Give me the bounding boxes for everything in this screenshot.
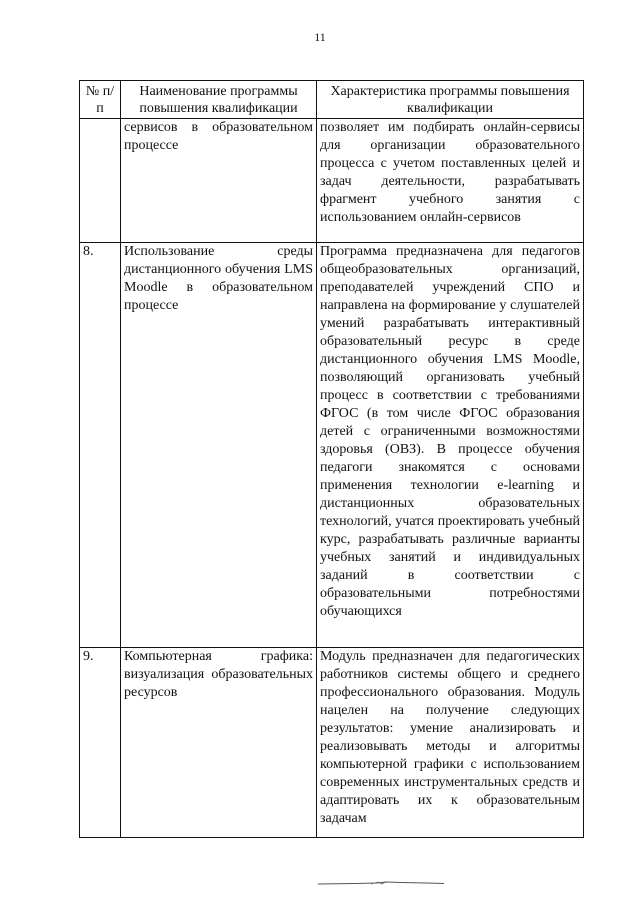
- scan-mark: [316, 880, 446, 886]
- header-program-description: Характеристика программы повышения квалификации: [317, 81, 584, 119]
- row-num: [80, 119, 121, 243]
- row-program-description: Модуль предназначен для педагогических работников системы общего и среднего профессионального образования. Модуль нацелен на получение следующих результатов: умение анализировать и реализовывать методы и алгоритмы компьютерной графики с использованием современных инструментальных средств и адаптировать их к образовательным задачам: [317, 648, 584, 838]
- table-row: [80, 648, 584, 838]
- row-num: 8.: [80, 243, 121, 648]
- row-num: 9.: [80, 648, 121, 838]
- programs-table: [79, 80, 584, 838]
- page-number: 11: [314, 30, 326, 44]
- row-program-name: Использование среды дистанционного обучения LMS Moodle в образовательном процессе: [121, 243, 317, 648]
- table-row: [80, 119, 584, 243]
- header-program-name: Наименование программы повышения квалификации: [121, 81, 317, 119]
- row-program-name: Компьютерная графика: визуализация образовательных ресурсов: [121, 648, 317, 838]
- header-num: № п/п: [80, 81, 121, 119]
- row-program-name: сервисов в образовательном процессе: [121, 119, 317, 243]
- table-row: [80, 243, 584, 648]
- row-program-description: позволяет им подбирать онлайн-сервисы для организации образовательного процесса с учетом поставленных целей и задач деятельности, разрабатывать фрагмент учебного занятия с использованием онлайн-сервисов: [317, 119, 584, 243]
- table-header-row: [80, 81, 584, 119]
- row-program-description: Программа предназначена для педагогов общеобразовательных организаций, преподавателей учреждений СПО и направлена на формирование у слушателей умений разрабатывать интерактивный образовательный ресурс в среде дистанционного обучения LMS Moodle, позволяющий организовать учебный процесс в соответствии с требованиями ФГОС (в том числе ФГОС образования детей с ограниченными возможностями здоровья (ОВЗ). В процессе обучения педагоги знакомятся с основами применения технологии e-learning и дистанционных образовательных технологий, учатся проектировать учебный курс, разрабатывать различные варианты учебных занятий и индивидуальных заданий в соответствии с образовательными потребностями обучающихся: [317, 243, 584, 648]
